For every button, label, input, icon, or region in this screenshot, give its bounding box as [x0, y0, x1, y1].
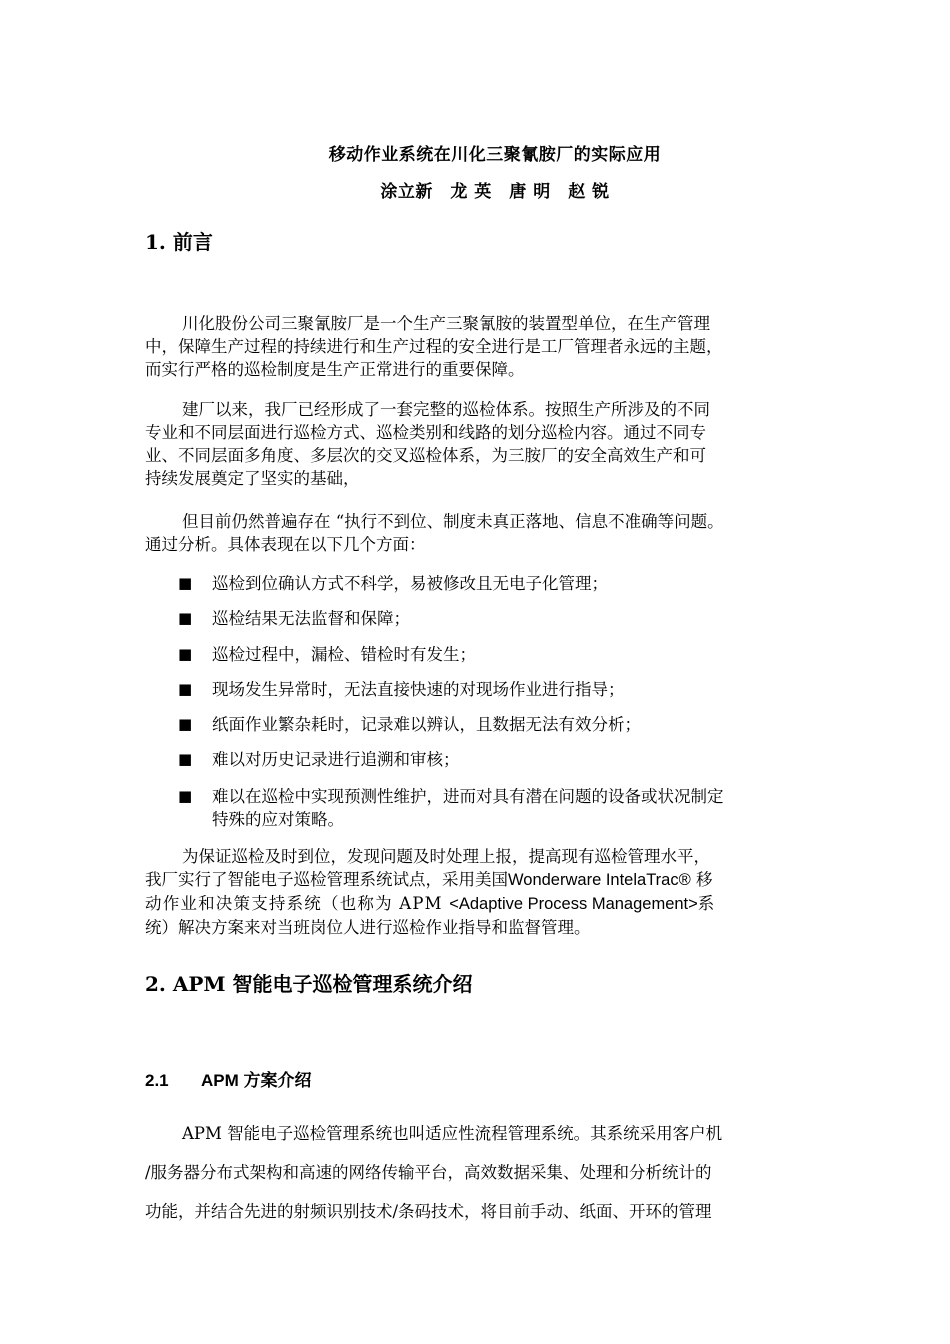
bullet-square-icon: ■: [178, 787, 193, 805]
paragraph-line: 专业和不同层面进行巡检方式、巡检类别和线路的划分巡检内容。通过不同专: [145, 423, 706, 442]
paragraph-line: 持续发展奠定了坚实的基础，: [145, 469, 360, 488]
paragraph-line: 建厂以来，我厂已经形成了一套完整的巡检体系。按照生产所涉及的不同: [182, 400, 710, 419]
document-title: 移动作业系统在川化三聚氰胺厂的实际应用: [328, 145, 662, 165]
section-2-heading: 2. APM 智能电子巡检管理系统介绍: [145, 972, 473, 996]
paragraph-line: 中，保障生产过程的持续进行和生产过程的安全进行是工厂管理者永远的主题，: [145, 337, 723, 356]
paragraph-line: [145, 892, 807, 916]
bullet-square-icon: ■: [178, 645, 193, 663]
paragraph-line: 功能，并结合先进的射频识别技术/条码技术，将目前手动、纸面、开环的管理: [145, 1202, 712, 1221]
text-run: 系: [697, 894, 716, 913]
text-run: 移: [695, 870, 713, 889]
bullet-square-icon: ■: [178, 680, 193, 698]
list-item-text: 难以对历史记录进行追溯和审核；: [212, 750, 460, 769]
author-line: 涂立新 龙 英 唐 明 赵 锐: [380, 182, 610, 202]
paragraph-line: /服务器分布式架构和高速的网络传输平台，高效数据采集、处理和分析统计的: [145, 1163, 712, 1182]
paragraph-5: [145, 1119, 807, 1227]
text-run: 动作业和决策支持系统（也称为 APM: [145, 894, 450, 913]
paragraph-4: [145, 845, 807, 939]
list-item-text: 纸面作业繁杂耗时，记录难以辨认，且数据无法有效分析；: [212, 715, 641, 734]
bullet-square-icon: ■: [178, 750, 193, 768]
bullet-square-icon: ■: [178, 715, 193, 733]
list-item-text: 难以在巡检中实现预测性维护，进而对具有潜在问题的设备或状况制定: [212, 787, 724, 806]
section-2-1-heading: [145, 1066, 312, 1091]
paragraph-line: [145, 868, 807, 892]
text-run: 我厂实行了智能电子巡检管理系统试点，采用美国: [145, 870, 508, 889]
list-item-text: 巡检到位确认方式不科学，易被修改且无电子化管理；: [212, 574, 608, 593]
product-term: <Adaptive Process Management>: [449, 895, 698, 913]
paragraph-line: APM 智能电子巡检管理系统也叫适应性流程管理系统。其系统采用客户机: [182, 1124, 723, 1143]
list-item-text-continued: 特殊的应对策略。: [212, 810, 344, 829]
paragraph-line: 川化股份公司三聚氰胺厂是一个生产三聚氰胺的装置型单位，在生产管理: [182, 314, 710, 333]
paragraph-line: 但目前仍然普遍存在 “执行不到位、制度未真正落地、信息不准确等问题。: [182, 512, 724, 531]
paragraph-line: 而实行严格的巡检制度是生产正常进行的重要保障。: [145, 360, 525, 379]
product-name: Wonderware IntelaTrac®: [508, 871, 691, 889]
section-1-heading: 1. 前言: [145, 230, 213, 254]
section-title: APM 方案介绍: [201, 1071, 312, 1090]
paragraph-2: [145, 398, 807, 490]
paragraph-line: 通过分析。具体表现在以下几个方面：: [145, 535, 426, 554]
list-item-text: 现场发生异常时，无法直接快速的对现场作业进行指导；: [212, 680, 625, 699]
section-number: 2.1: [145, 1071, 169, 1090]
paragraph-3: [145, 510, 807, 556]
list-item-text: 巡检结果无法监督和保障；: [212, 609, 410, 628]
paragraph-line: 为保证巡检及时到位，发现问题及时处理上报，提高现有巡检管理水平，: [182, 847, 710, 866]
paragraph-line: 业、不同层面多角度、多层次的交叉巡检体系，为三胺厂的安全高效生产和可: [145, 446, 706, 465]
bullet-square-icon: ■: [178, 574, 193, 592]
list-item-text: 巡检过程中，漏检、错检时有发生；: [212, 645, 476, 664]
paragraph-1: [145, 312, 807, 381]
bullet-square-icon: ■: [178, 609, 193, 627]
paragraph-line: 统）解决方案来对当班岗位人进行巡检作业指导和监督管理。: [145, 918, 591, 937]
